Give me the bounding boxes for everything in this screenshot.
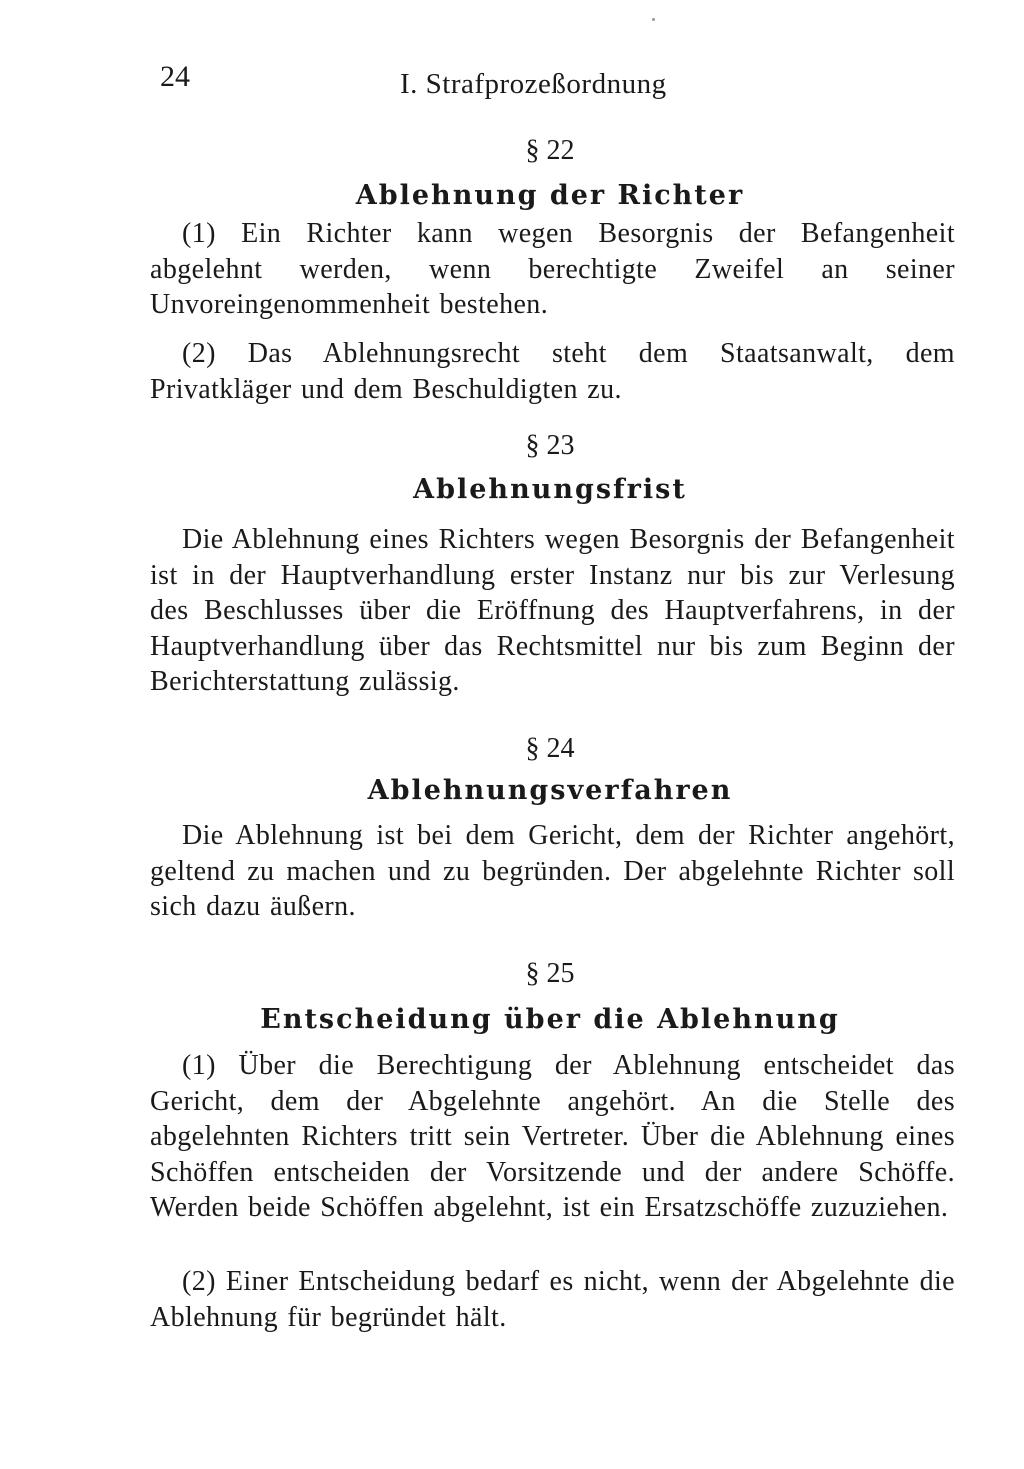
section-24-title: Ablehnungsverfahren xyxy=(367,775,733,806)
section-24-paragraph-1: Die Ablehnung ist bei dem Gericht, dem der Richter angehört, geltend zu machen und zu begründen. Der abgelehnte Richter soll sich dazu äußern. xyxy=(150,820,955,922)
section-25-paragraph-1: (1) Über die Berechtigung der Ablehnung entscheidet das Gericht, dem der Abgelehnte angehört. An die Stelle des abgelehnten Richters tritt sein Vertreter. Über die Ablehnung eines Schöffen entscheiden der Vorsitzende und der andere Schöffe. Werden beide Schöffen abgelehnt, ist ein Ersatzschöffe zuzuziehen. xyxy=(150,1050,955,1223)
section-22-paragraph-1: (1) Ein Richter kann wegen Besorgnis der Befangenheit abgelehnt werden, wenn berechtigte Zweifel an seiner Unvoreingenommenheit bestehen. xyxy=(150,218,955,320)
section-23-paragraph-1: Die Ablehnung eines Richters wegen Besorgnis der Befangenheit ist in der Hauptverhandlung erster Instanz nur bis zur Verlesung des Beschlusses über die Eröffnung des Hauptverfahrens, in der Hauptverhandlung über das Rechtsmittel nur bis zum Beginn der Berichterstattung zulässig. xyxy=(150,524,955,697)
page-header xyxy=(150,60,950,110)
section-23-number: § 23 xyxy=(525,430,575,461)
section-22-number: § 22 xyxy=(525,135,575,166)
section-22-paragraph-2: (2) Das Ablehnungsrecht steht dem Staatsanwalt, dem Privatkläger und dem Beschuldigten zu. xyxy=(150,338,955,405)
section-25-number: § 25 xyxy=(525,958,575,989)
running-head: I. Strafprozeßordnung xyxy=(400,68,667,100)
page-number: 24 xyxy=(160,60,190,93)
section-24-number: § 24 xyxy=(525,733,575,764)
print-speck xyxy=(652,18,655,21)
section-23-title: Ablehnungsfrist xyxy=(413,474,687,505)
section-22-title: Ablehnung der Richter xyxy=(355,180,745,211)
section-25-title: Entscheidung über die Ablehnung xyxy=(260,1004,840,1035)
section-25-paragraph-2: (2) Einer Entscheidung bedarf es nicht, wenn der Abgelehnte die Ablehnung für begründet hält. xyxy=(150,1266,955,1333)
